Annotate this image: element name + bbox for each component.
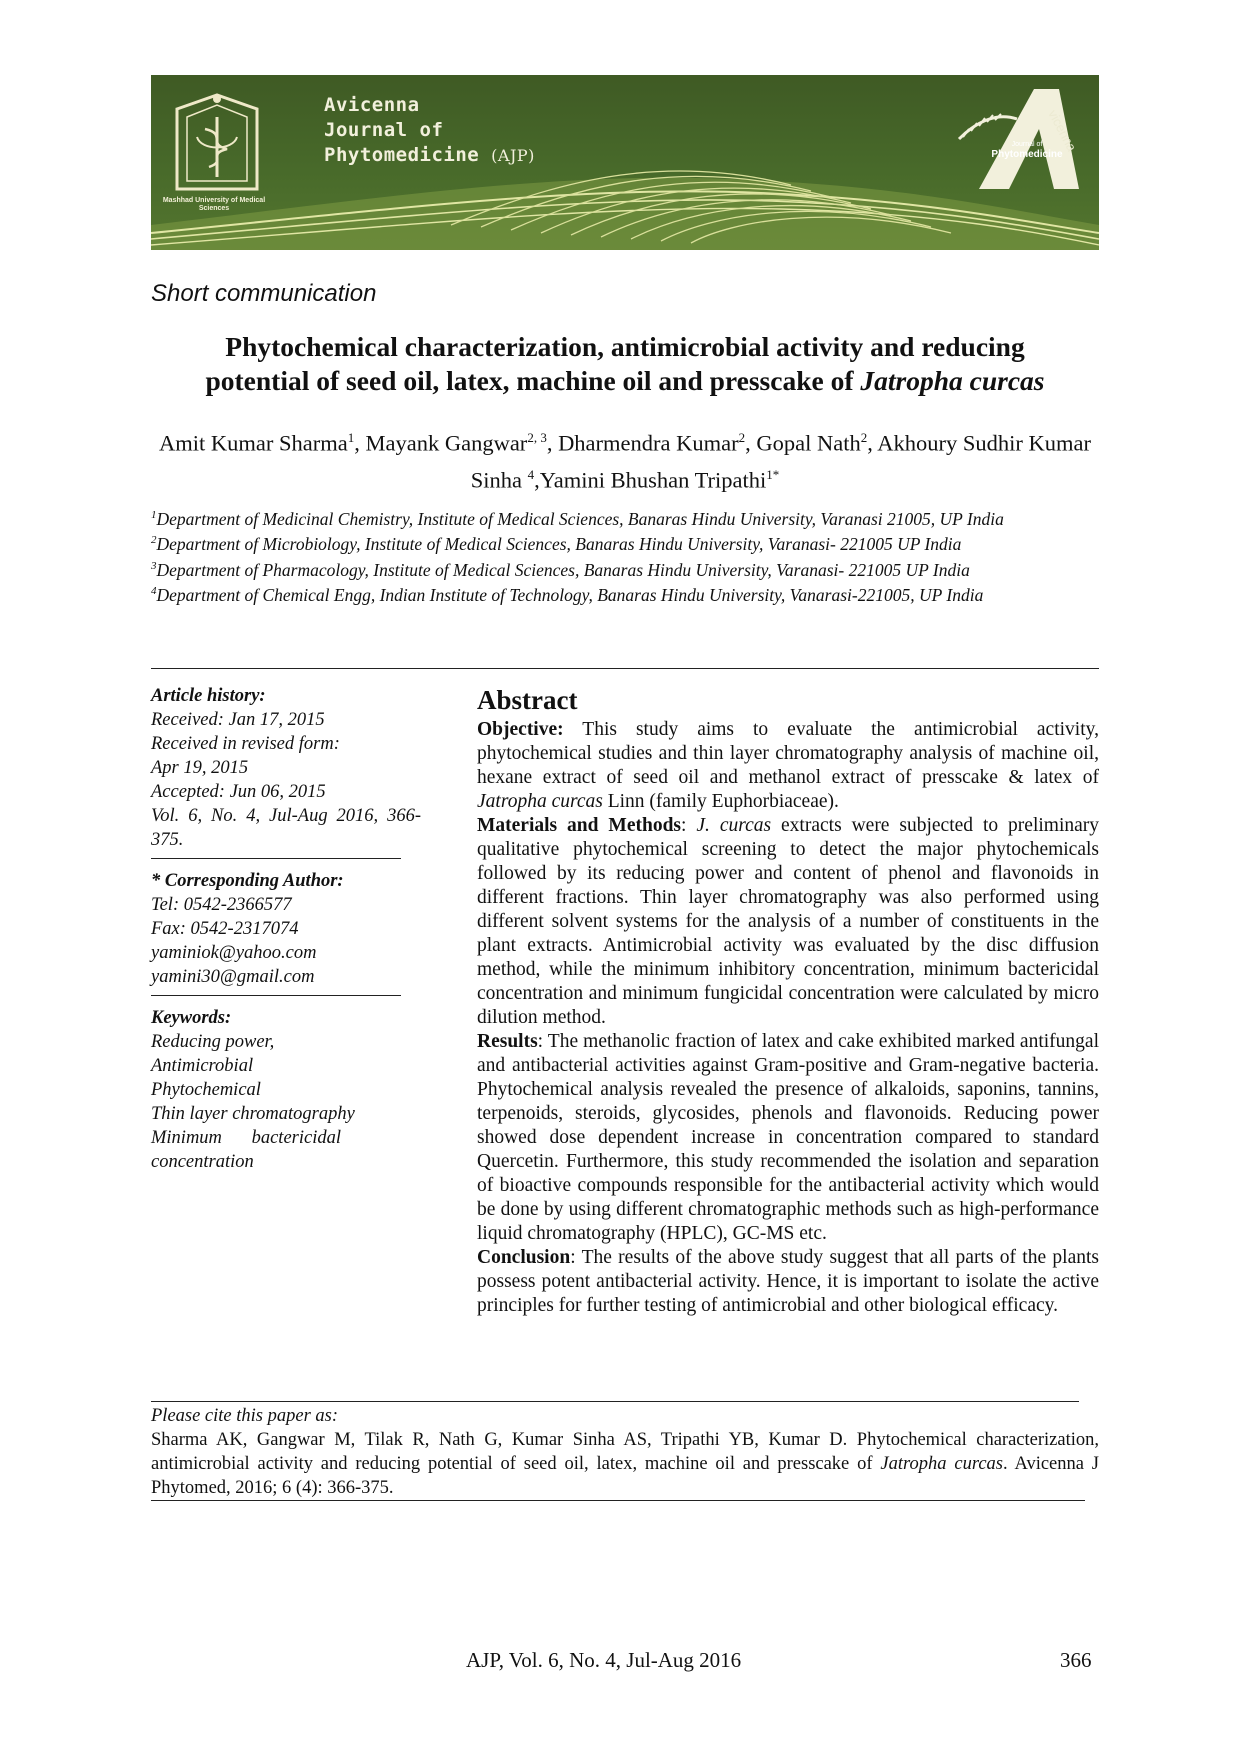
author-4: , Gopal Nath (745, 430, 861, 456)
citation-top-divider (151, 1401, 1079, 1402)
author-1: Amit Kumar Sharma (159, 430, 348, 456)
author-6: ,Yamini Bhushan Tripathi (534, 467, 767, 492)
affiliation-number: 3 (151, 559, 157, 572)
affiliation-text: Department of Medicinal Chemistry, Institute of Medical Sciences, Banaras Hindu University, Varanasi 21005, UP India (156, 508, 1004, 529)
journal-title (324, 93, 535, 168)
methods-text: extracts were subjected to preliminary qualitative phytochemical screening to detect the major phytochemicals followed by its reducing power and content of phenol and flavonoids in different fractions. Thin layer chromatography was also performed using different solvent systems for the analysis of a number of constituents in the plant extracts. Antimicrobial activity was evaluated by the disc diffusion method, while the minimum inhibitory concentration, minimum bactericidal concentration and minimum fungicidal concentration were calculated by micro dilution method. (477, 815, 1100, 1028)
citation-species: Jatropha curcas (880, 1454, 1003, 1474)
abstract-methods (477, 814, 1099, 1030)
history-item: Received in revised form: (151, 734, 340, 754)
author-2-affil: 2, 3 (527, 430, 547, 445)
abstract (477, 684, 1099, 1318)
journal-abbreviation: (AJP) (491, 146, 535, 165)
conclusion-label: Conclusion (477, 1247, 571, 1268)
abstract-conclusion (477, 1246, 1099, 1318)
affiliations (151, 505, 1099, 606)
logo-caption-big: Phytomedicine (991, 149, 1063, 160)
abstract-objective (477, 718, 1099, 814)
affiliation-number: 4 (151, 584, 157, 597)
title-species: Jatropha curcas (860, 365, 1045, 396)
methods-label: Materials and Methods (477, 815, 682, 836)
author-5: , Akhoury Sudhir Kumar Sinha (470, 430, 1091, 492)
footer-journal-info: AJP, Vol. 6, No. 4, Jul-Aug 2016 (466, 1648, 742, 1672)
sidebar-divider (151, 858, 401, 859)
keyword: Thin layer chromatography (151, 1104, 355, 1124)
logo-word: vicenna (1045, 107, 1080, 154)
header-divider (151, 668, 1099, 669)
title-line-2: potential of seed oil, latex, machine oil and presscake of (205, 365, 861, 396)
author-1-affil: 1 (347, 430, 355, 445)
abstract-heading: Abstract (477, 685, 578, 715)
author-list (151, 422, 1099, 495)
author-3: , Dharmendra Kumar (546, 430, 739, 456)
conclusion-text: : The results of the above study suggest that all parts of the plants possess potent antibacterial activity. Hence, it is important to isolate the active principles for further testing of antimicrobial and other biological efficacy. (477, 1247, 1099, 1316)
affiliation (151, 505, 1099, 530)
contact-phone: Tel: 0542-2366577 (151, 895, 292, 915)
contact-email[interactable]: yaminiok@yahoo.com (151, 943, 317, 963)
logo-caption-small: Journal of (1011, 141, 1043, 148)
paper-title (151, 330, 1099, 398)
history-item: Received: Jan 17, 2015 (151, 710, 325, 730)
journal-banner (151, 75, 1099, 250)
citation-heading (151, 1404, 1099, 1428)
objective-label: Objective: (477, 719, 564, 740)
methods-colon: : (681, 815, 697, 836)
citation-text-main: Sharma AK, Gangwar M, Tilak R, Nath G, Kumar Sinha AS, Tripathi YB, Kumar D. Phytochemical characterization, antimicrobial activity and reducing potential of seed oil, latex, machine oil and presscake of (151, 1430, 1099, 1474)
article-type: Short communication (151, 280, 377, 307)
keyword: Minimum bactericidal concentration (151, 1128, 341, 1172)
logo-caption (977, 141, 1077, 161)
article-info-sidebar (151, 684, 421, 1174)
objective-text-end: Linn (family Euphorbiaceae). (602, 791, 839, 812)
abstract-results (477, 1030, 1099, 1246)
sidebar-divider (151, 995, 401, 996)
affiliation (151, 556, 1099, 581)
affiliation-text: Department of Pharmacology, Institute of Medical Sciences, Banaras Hindu University, Varanasi- 221005 UP India (156, 559, 970, 580)
journal-title-line-2: Journal of (324, 119, 444, 141)
university-seal-icon (167, 89, 267, 197)
keyword: Reducing power, (151, 1032, 275, 1052)
citation-text (151, 1428, 1099, 1500)
affiliation-text: Department of Microbiology, Institute of Medical Sciences, Banaras Hindu University, Varanasi- 221005 UP India (156, 534, 962, 555)
history-item: Apr 19, 2015 (151, 758, 249, 778)
affiliation-number: 1 (151, 509, 157, 521)
page-number: 366 (1060, 1648, 1092, 1672)
citation-bottom-divider (151, 1500, 1085, 1501)
affiliation (151, 581, 1099, 606)
contact-email[interactable]: yamini30@gmail.com (151, 967, 315, 987)
keyword: Antimicrobial (151, 1056, 254, 1076)
journal-title-line-3: Phytomedicine (324, 144, 480, 166)
objective-species: Jatropha curcas (477, 791, 603, 812)
journal-title-line-1: Avicenna (324, 94, 420, 116)
objective-text: This study aims to evaluate the antimicrobial activity, phytochemical studies and thin layer chromatography analysis of machine oil, hexane extract of seed oil and methanol extract of presscake & latex of (477, 719, 1099, 788)
corresponding-author-heading: * Corresponding Author: (151, 871, 344, 891)
citation-heading-text: Please cite this paper as: (151, 1406, 339, 1426)
citation-text-end: . Avicenna J Phytomed, 2016; 6 (4): 366-375. (151, 1454, 1100, 1498)
affiliation-number: 2 (151, 534, 157, 547)
title-line-1: Phytochemical characterization, antimicrobial activity and reducing (225, 331, 1025, 362)
history-item: Accepted: Jun 06, 2015 (151, 782, 326, 802)
keyword: Phytochemical (151, 1080, 261, 1100)
results-label: Results (477, 1031, 538, 1052)
history-heading: Article history: (151, 686, 266, 706)
seal-caption: Mashhad University of Medical Sciences (162, 197, 266, 212)
results-text: : The methanolic fraction of latex and cake exhibited marked antifungal and antibacterial activities against Gram-positive and Gram-negative bacteria. Phytochemical analysis revealed the presence of alkaloids, saponins, tannins, terpenoids, steroids, glycosides, phenols and flavonoids. Reducing power showed dose dependent increase in concentration compared to standard Quercetin. Furthermore, this study recommended the isolation and separation of bioactive compounds responsible for the antibacterial activity which would be done by using different chromatographic methods such as high-performance liquid chromatography (HPLC), GC-MS etc. (477, 1031, 1099, 1244)
author-4-affil: 2 (860, 430, 868, 445)
affiliation (151, 530, 1099, 555)
affiliation-text: Department of Chemical Engg, Indian Institute of Technology, Banaras Hindu University, Vanarasi-221005, UP India (156, 584, 984, 605)
contact-fax: Fax: 0542-2317074 (151, 919, 299, 939)
author-5-affil: 4 (527, 466, 535, 482)
author-3-affil: 2 (738, 430, 746, 445)
history-item: Vol. 6, No. 4, Jul-Aug 2016, 366-375. (151, 806, 421, 850)
methods-species: J. curcas (696, 815, 772, 836)
citation-block (151, 1404, 1099, 1500)
author-2: , Mayank Gangwar (354, 430, 528, 456)
keywords-heading: Keywords: (151, 1008, 232, 1028)
author-6-affil: 1* (766, 466, 780, 482)
